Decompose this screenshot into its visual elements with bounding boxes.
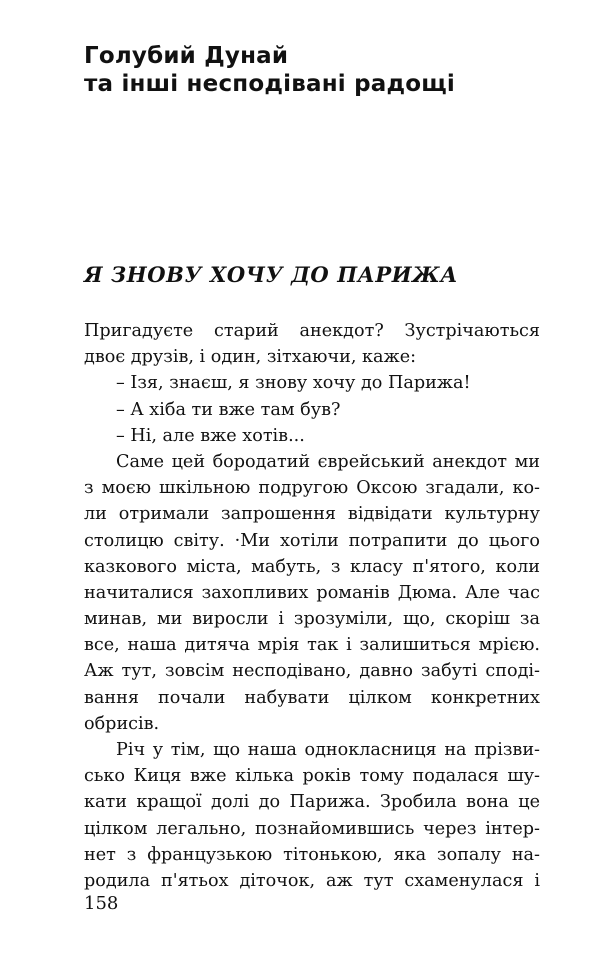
text-line: Річ у тім, що наша однокласниця на прізви-	[116, 740, 540, 760]
text-line: родила п'ятьох діточок, аж тут схаменулася і	[84, 870, 540, 891]
text-line: з моєю шкільною подругою Оксою згадали, ко-	[84, 478, 540, 499]
body-text	[84, 318, 540, 894]
text-line: Аж тут, зовсім несподівано, давно забуті споді-	[84, 661, 540, 682]
text-line: ли отримали запрошення відвідати культурну	[84, 504, 540, 525]
text-line: – Ні, але вже хотів...	[116, 425, 305, 446]
text-line: вання почали набувати цілком конкретних	[84, 687, 540, 708]
text-line: Саме цей бородатий єврейський анекдот ми	[116, 451, 540, 472]
text-line: Пригадуєте старий анекдот? Зустрічаються	[84, 321, 540, 341]
text-line: столицю світу. ·Ми хотіли потрапити до цього	[84, 530, 540, 551]
text-line: сько Киця вже кілька років тому подалася шу-	[84, 766, 540, 787]
text-line: обрисів.	[84, 713, 160, 734]
text-line: казкового міста, мабуть, з класу п'ятого, коли	[84, 556, 540, 577]
text-line: кати кращої долі до Парижа. Зробила вона це	[84, 792, 540, 813]
text-line: двоє друзів, і один, зітхаючи, каже:	[84, 347, 417, 368]
header-title-line-2: та інші несподівані радощі	[84, 71, 455, 97]
chapter-title: Я ЗНОВУ ХОЧУ ДО ПАРИЖА	[84, 262, 459, 287]
page-number: 158	[84, 893, 119, 914]
text-line: – Ізя, знаєш, я знову хочу до Парижа!	[116, 373, 471, 394]
text-line: минав, ми виросли і зрозуміли, що, скоріш за	[84, 609, 540, 630]
text-line: цілком легально, познайомившись через інтер-	[84, 818, 540, 839]
text-line: все, наша дитяча мрія так і залишиться мрією.	[84, 635, 540, 656]
text-line: начиталися захопливих романів Дюма. Але час	[84, 582, 540, 603]
text-line: нет з французькою тітонькою, яка зопалу на-	[84, 844, 540, 865]
running-header	[84, 42, 554, 98]
text-line: – А хіба ти вже там був?	[116, 399, 341, 420]
header-title-line-1: Голубий Дунай	[84, 43, 289, 69]
